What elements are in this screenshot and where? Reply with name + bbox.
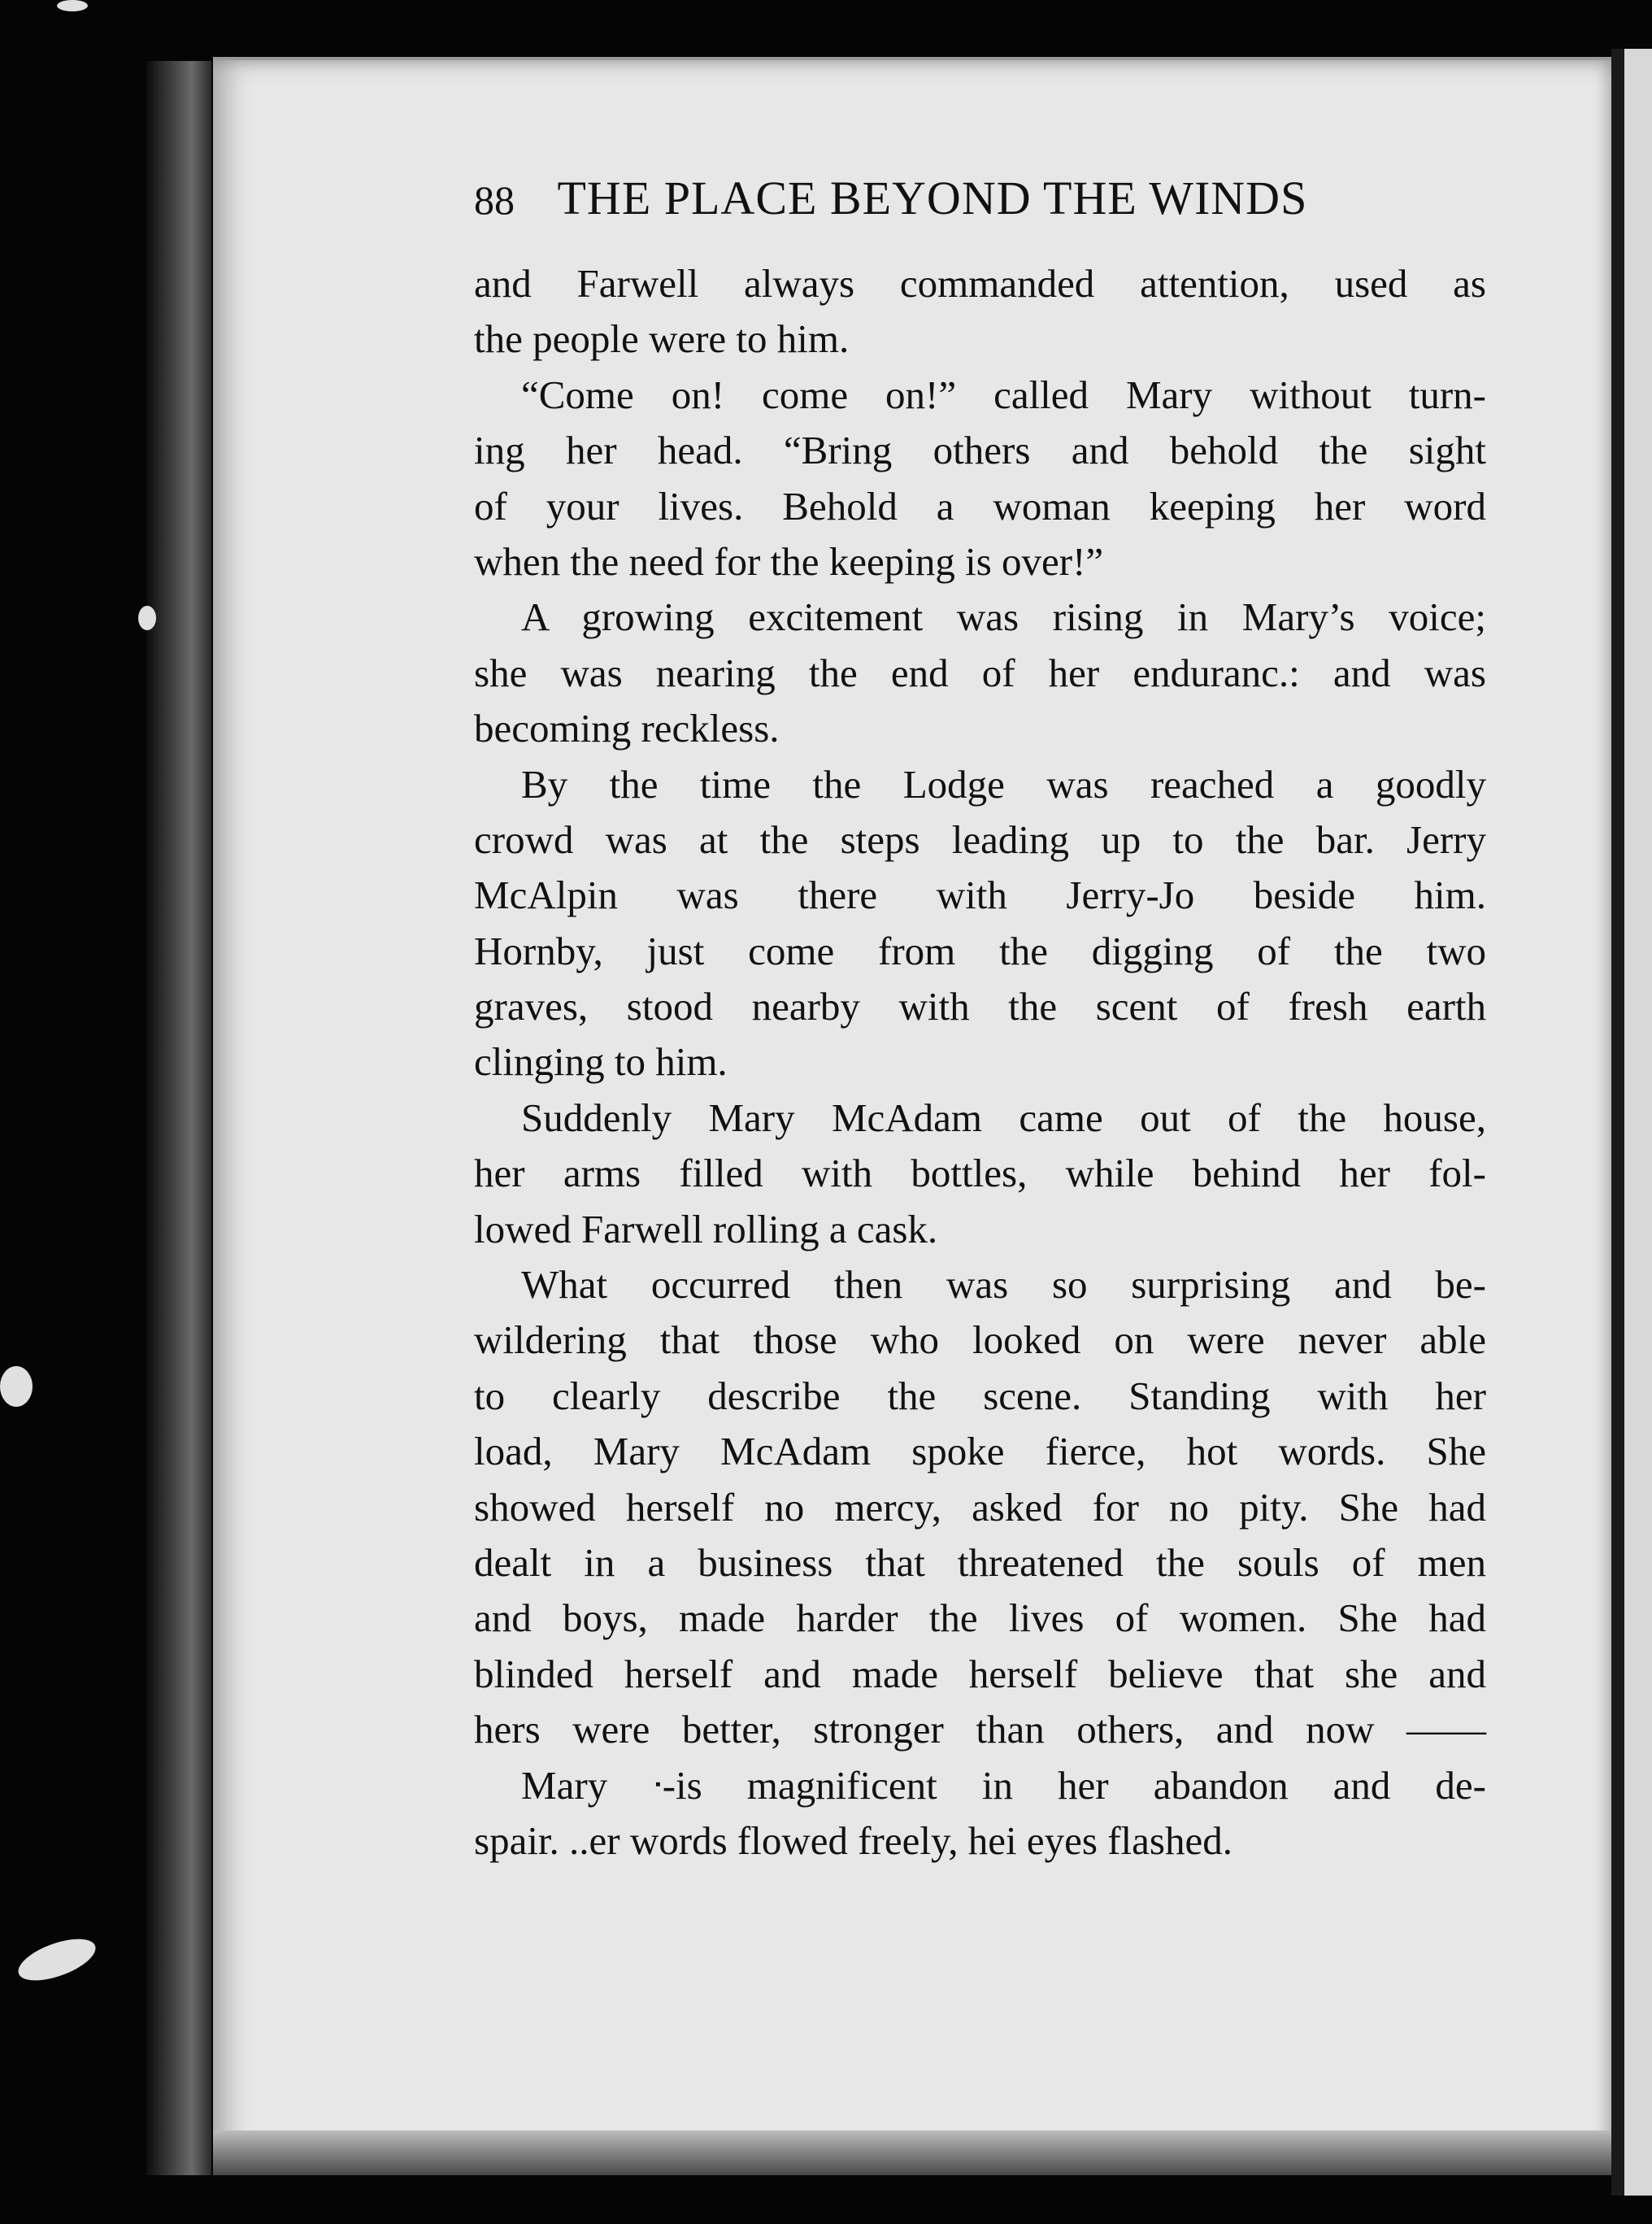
text-line: graves, stood nearby with the scent of fresh earth: [474, 984, 1486, 1029]
page-right-edge: [1611, 49, 1624, 2196]
body-text: [474, 256, 1486, 1869]
page-number: 88: [474, 177, 515, 223]
running-title: THE PLACE BEYOND THE WINDS: [557, 172, 1308, 224]
text-line: A growing excitement was rising in Mary’s voice;: [521, 594, 1486, 640]
page-bottom-edge: [213, 2130, 1611, 2175]
text-line: hers were better, stronger than others, and now ——: [474, 1707, 1486, 1752]
text-line: she was nearing the end of her enduranc.: and was: [474, 650, 1486, 695]
scan-speck: [0, 1366, 33, 1407]
text-line: when the need for the keeping is over!”: [474, 538, 1104, 584]
text-line: becoming reckless.: [474, 706, 780, 751]
running-header: [474, 171, 1376, 236]
text-line: load, Mary McAdam spoke fierce, hot words. She: [474, 1429, 1486, 1474]
text-line: crowd was at the steps leading up to the bar. Jerry: [474, 816, 1486, 862]
text-line: McAlpin was there with Jerry-Jo beside him.: [474, 873, 1486, 918]
text-line: Hornby, just come from the digging of the two: [474, 928, 1486, 973]
text-line: “Come on! come on!” called Mary without turn-: [521, 372, 1486, 417]
text-line: and boys, made harder the lives of women. She had: [474, 1595, 1486, 1641]
text-line: Suddenly Mary McAdam came out of the house,: [521, 1095, 1486, 1140]
text-line: Mary ᐧ-is magnificent in her abandon and de-: [521, 1762, 1486, 1808]
book-spine: [146, 61, 211, 2175]
scan-speck: [57, 0, 88, 11]
text-line: lowed Farwell rolling a cask.: [474, 1206, 938, 1251]
scan-speck: [138, 606, 156, 630]
text-line: spair. ..er words flowed freely, hei eyes flashed.: [474, 1817, 1232, 1863]
text-line: showed herself no mercy, asked for no pity. She had: [474, 1484, 1486, 1530]
scan-speck: [13, 1930, 101, 1989]
text-line: By the time the Lodge was reached a goodly: [521, 761, 1486, 807]
text-line: of your lives. Behold a woman keeping her word: [474, 483, 1486, 529]
text-line: the people were to him.: [474, 316, 850, 362]
text-line: clinging to him.: [474, 1039, 728, 1085]
facing-page-sliver: [1624, 49, 1652, 2196]
text-line: her arms filled with bottles, while behind her fol-: [474, 1151, 1486, 1196]
text-line: dealt in a business that threatened the souls of men: [474, 1539, 1486, 1585]
text-line: ing her head. “Bring others and behold the sight: [474, 428, 1486, 473]
text-line: What occurred then was so surprising and be-: [521, 1262, 1486, 1308]
text-line: blinded herself and made herself believe that she and: [474, 1651, 1486, 1696]
text-line: and Farwell always commanded attention, used as: [474, 261, 1486, 306]
text-line: wildering that those who looked on were never able: [474, 1317, 1486, 1363]
text-line: to clearly describe the scene. Standing with her: [474, 1373, 1486, 1418]
